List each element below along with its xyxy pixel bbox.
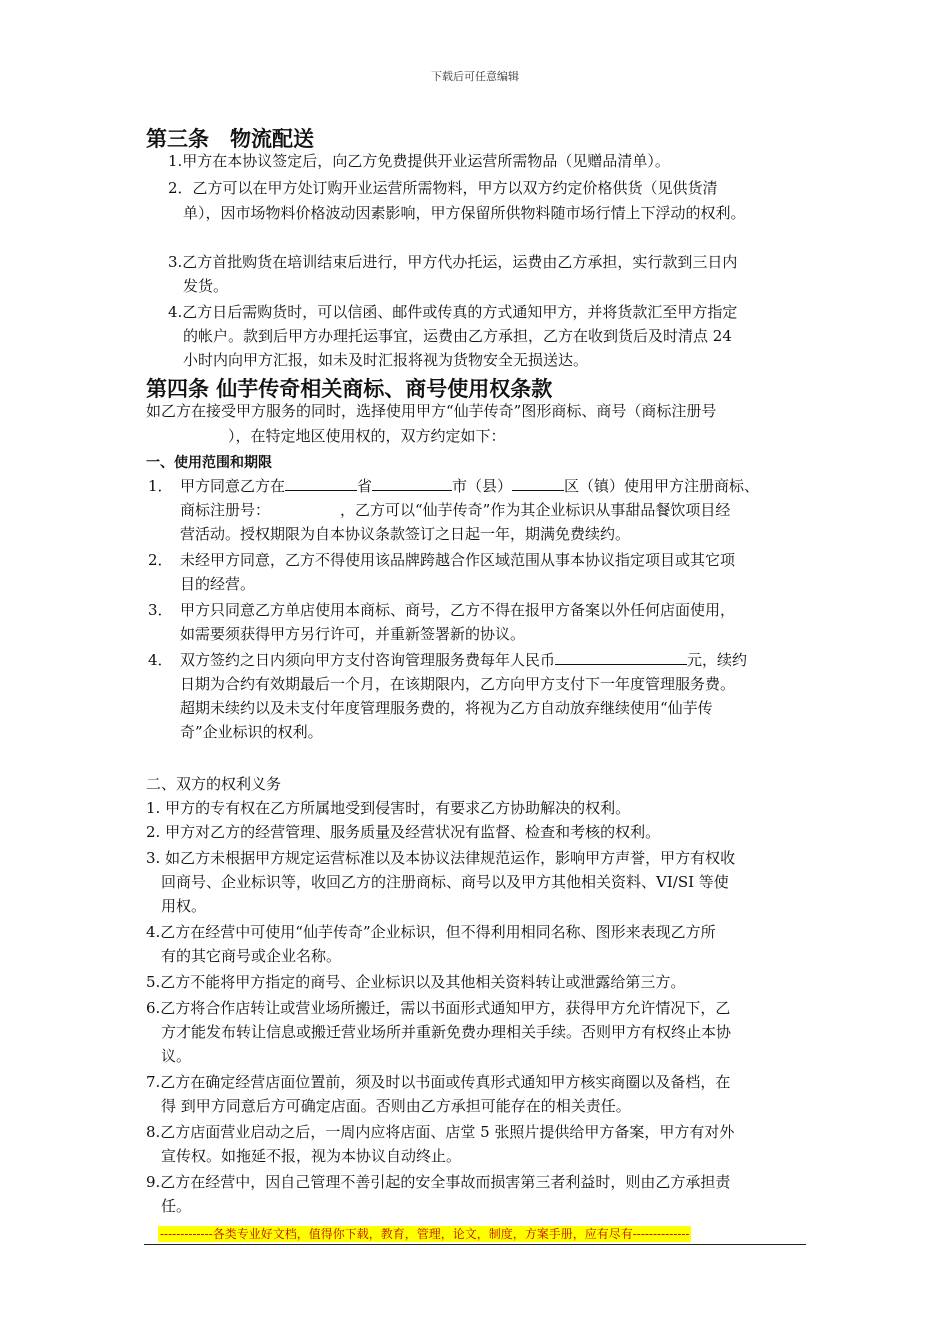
header-note: 下载后可任意编辑 xyxy=(431,70,519,83)
city-blank[interactable] xyxy=(372,476,452,491)
s1-p1-text-a: 甲方同意乙方在 xyxy=(180,477,286,495)
art3-item-3-line-1: 3.乙方首批购货在培训结束后进行，甲方代办托运，运费由乙方承担，实行款到三日内 xyxy=(168,253,738,271)
s1-p1-text-c: 市（县） xyxy=(452,477,513,495)
s2-item-5: 5.乙方不能将甲方指定的商号、企业标识以及其他相关资料转让或泄露给第三方。 xyxy=(146,973,686,991)
s2-item-7-line-1: 7.乙方在确定经营店面位置前，须及时以书面或传真形式通知甲方核实商圈以及备档，在 xyxy=(146,1073,731,1091)
s1-p3-line-1: 甲方只同意乙方单店使用本商标、商号，乙方不得在报甲方备案以外任何店面使用， xyxy=(180,601,736,619)
section-2-title: 二、双方的权利义务 xyxy=(146,775,282,793)
s1-p4-text-a: 双方签约之日内须向甲方支付咨询管理服务费每年人民币 xyxy=(180,651,556,669)
s1-p4-line-4: 奇”企业标识的权利。 xyxy=(180,723,323,741)
s2-item-7-line-2: 得 到甲方同意后方可确定店面。否则由乙方承担可能存在的相关责任。 xyxy=(161,1097,631,1115)
art4-intro-line-2: ），在特定地区使用权的，双方约定如下： xyxy=(228,427,506,445)
s1-p4-text-b: 元，续约 xyxy=(687,651,748,669)
s2-item-6-line-3: 议。 xyxy=(161,1047,192,1065)
footer-banner: -------------各类专业好文档，值得你下载，教育，管理，论文，制度，方案手册，应有尽有-------------- xyxy=(160,1227,690,1241)
s1-p3-number: 3． xyxy=(148,601,173,619)
s2-item-3-line-3: 用权。 xyxy=(161,897,207,915)
art3-item-3-line-2: 发货。 xyxy=(183,277,229,295)
s2-item-8-line-1: 8.乙方店面营业启动之后，一周内应将店面、店堂 5 张照片提供给甲方备案，甲方有对外 xyxy=(146,1123,735,1141)
art3-item-1: 1.甲方在本协议签定后，向乙方免费提供开业运营所需物品（见赠品清单）。 xyxy=(168,152,670,170)
s1-p1-line-2 xyxy=(180,500,730,520)
s2-item-3-line-1: 3. 如乙方未根据甲方规定运营标准以及本协议法律规范运作，影响甲方声誉，甲方有权收 xyxy=(146,849,736,867)
s1-p1-number: 1． xyxy=(148,477,173,495)
s1-p2-line-2: 目的经营。 xyxy=(180,575,256,593)
s1-p1-text-e: 商标注册号： xyxy=(180,501,271,519)
s1-p4-line-3: 超期未续约以及未支付年度管理服务费的，将视为乙方自动放弃继续使用“仙芋传 xyxy=(180,699,713,717)
s2-item-8-line-2: 宣传权。如拖延不报，视为本协议自动终止。 xyxy=(161,1147,462,1165)
s1-p1-text-b: 省 xyxy=(357,477,373,495)
s1-p2-line-1: 未经甲方同意，乙方不得使用该品牌跨越合作区域范围从事本协议指定项目或其它项 xyxy=(180,551,736,569)
article-4-title: 第四条 仙芋传奇相关商标、商号使用权条款 xyxy=(146,377,553,401)
province-blank[interactable] xyxy=(285,476,357,491)
s2-item-6-line-2: 方才能发布转让信息或搬迁营业场所并重新免费办理相关手续。否则甲方有权终止本协 xyxy=(161,1023,732,1041)
s1-p1-line-1 xyxy=(180,476,759,496)
s1-p4-number: 4． xyxy=(148,651,173,669)
s2-item-9-line-2: 任。 xyxy=(161,1197,192,1215)
s1-p1-line-3: 营活动。授权期限为自本协议条款签订之日起一年，期满免费续约。 xyxy=(180,525,631,543)
district-blank[interactable] xyxy=(512,476,564,491)
s2-item-9-line-1: 9.乙方在经营中，因自己管理不善引起的安全事故而损害第三者利益时，则由乙方承担责 xyxy=(146,1173,731,1191)
s2-item-6-line-1: 6.乙方将合作店转让或营业场所搬迁，需以书面形式通知甲方，获得甲方允许情况下，乙 xyxy=(146,999,731,1017)
section-1-title: 一、使用范围和期限 xyxy=(146,455,272,471)
s1-p1-text-d: 区（镇）使用甲方注册商标、 xyxy=(564,477,760,495)
footer-rule xyxy=(144,1244,806,1245)
s2-item-1: 1. 甲方的专有权在乙方所属地受到侵害时，有要求乙方协助解决的权利。 xyxy=(146,799,631,817)
article-3-title: 第三条 物流配送 xyxy=(146,127,314,151)
s2-item-4-line-2: 有的其它商号或企业名称。 xyxy=(161,947,342,965)
s2-item-4-line-1: 4.乙方在经营中可使用“仙芋传奇”企业标识，但不得利用相同名称、图形来表现乙方所 xyxy=(146,923,716,941)
art3-item-4-line-1: 4.乙方日后需购货时，可以信函、邮件或传真的方式通知甲方，并将货款汇至甲方指定 xyxy=(168,303,738,321)
s1-p2-number: 2． xyxy=(148,551,173,569)
art3-item-4-line-2: 的帐户。款到后甲方办理托运事宜，运费由乙方承担，乙方在收到货后及时清点 24 xyxy=(183,327,732,345)
s1-p4-line-2: 日期为合约有效期最后一个月，在该期限内，乙方向甲方支付下一年度管理服务费。 xyxy=(180,675,736,693)
s2-item-2: 2. 甲方对乙方的经营管理、服务质量及经营状况有监督、检查和考核的权利。 xyxy=(146,823,661,841)
fee-amount-blank[interactable] xyxy=(555,650,687,665)
s2-item-3-line-2: 回商号、企业标识等，收回乙方的注册商标、商号以及甲方其他相关资料、VI/SI 等使 xyxy=(161,873,729,891)
art3-item-2-line-2: 单），因市场物料价格波动因素影响，甲方保留所供物料随市场行情上下浮动的权利。 xyxy=(183,204,746,222)
art3-item-2-line-1: 2．乙方可以在甲方处订购开业运营所需物料，甲方以双方约定价格供货（见供货清 xyxy=(168,179,718,197)
s1-p1-text-f: ，乙方可以“仙芋传奇”作为其企业标识从事甜品餐饮项目经 xyxy=(340,501,731,519)
art3-item-4-line-3: 小时内向甲方汇报，如未及时汇报将视为货物安全无损送达。 xyxy=(183,351,589,369)
s1-p4-line-1 xyxy=(180,650,747,670)
s1-p3-line-2: 如需要须获得甲方另行许可，并重新签署新的协议。 xyxy=(180,625,526,643)
art4-intro-line-1: 如乙方在接受甲方服务的同时，选择使用甲方“仙芋传奇”图形商标、商号（商标注册号 xyxy=(146,402,717,420)
